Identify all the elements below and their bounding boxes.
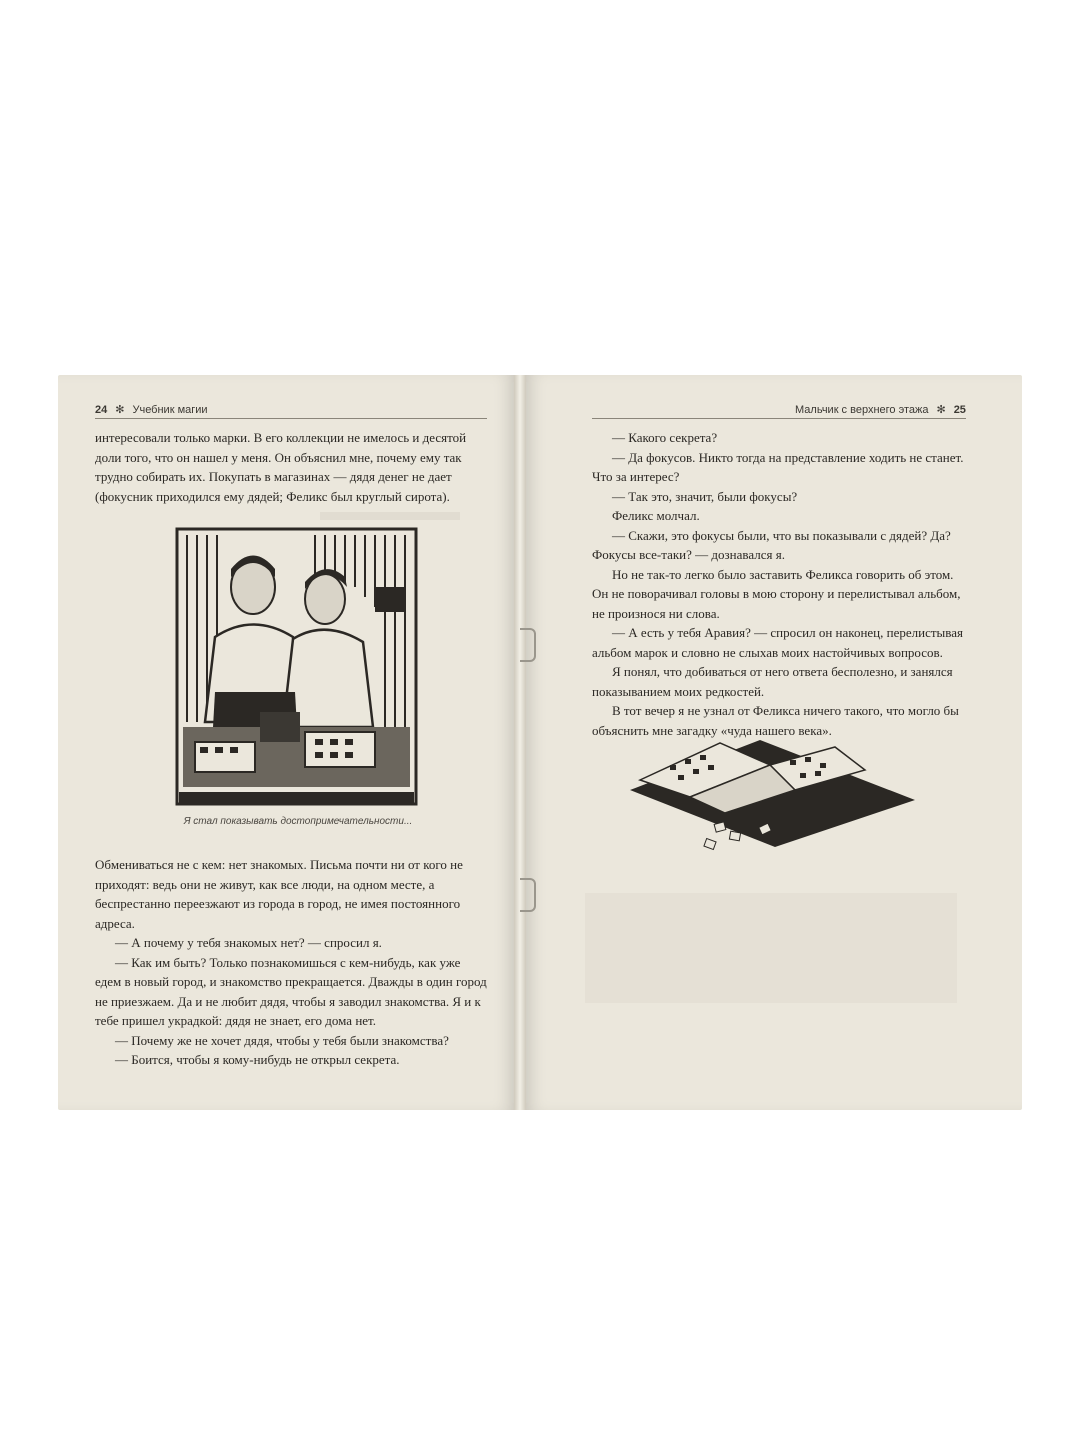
dialogue-line: — Так это, значит, были фокусы? [612,488,798,504]
paragraph: Я понял, что добиваться от него ответа бесполезно, и занялся показыванием моих редкостей. [592,664,953,699]
dialogue-line: — Как им быть? Только познакомишься с кем-нибудь, как уже едем в новый город, и знакомство прекращается. Дважды в один город не приезжаем. Да и не любит дядя, чтобы я заводил знакомства. Я и к тебе пришел украдкой: дядя не знает, его дома нет. [95,954,487,1028]
right-running-header [795,403,966,416]
illustration-caption: Я стал показывать достопримечательности... [183,816,413,827]
dialogue-line: — Почему же не хочет дядя, чтобы у тебя были знакомства? [115,1032,449,1048]
dialogue-line: — Какого секрета? [612,430,718,445]
illustration-stamp-album [630,735,915,855]
paragraph: Обмениваться не с кем: нет знакомых. Письма почти ни от кого не приходят: ведь они не живут, как все люди, на одном месте, а беспрестанно переезжают из города в город, не имея постоянного адреса. [95,857,463,931]
dialogue-line: — А есть у тебя Аравия? — спросил он наконец, перелистывая альбом марок и словно не слыхав моих настойчивых вопросов. [592,625,963,660]
left-running-header [95,403,208,416]
staple-top [520,628,536,662]
show-through [320,512,460,520]
staple-bottom [520,878,536,912]
left-text-bottom [95,855,488,1070]
page-number: 24 [95,404,108,416]
illustration-boys-with-stamps [175,527,418,807]
book-title: Учебник магии [132,404,208,416]
book-gutter [514,375,526,1110]
dialogue-line: — Скажи, это фокусы были, что вы показывали с дядей? Да? Фокусы все-таки? — дознавался я. [592,527,951,562]
separator-icon: ✻ [936,404,946,416]
separator-icon: ✻ [115,404,125,416]
page-number: 25 [953,404,966,416]
dialogue-line: — Да фокусов. Никто тогда на представление ходить не станет. Что за интерес? [592,449,964,484]
chapter-title: Мальчик с верхнего этажа [795,404,929,416]
paragraph: Феликс молчал. [612,508,700,523]
header-rule [95,418,487,419]
right-text [592,428,966,740]
paragraph: Но не так-то легко было заставить Феликса говорить об этом. Он не поворачивал головы в мою сторону и перелистывал альбом, не произнося ни слова. [592,566,961,621]
dialogue-line: — А почему у тебя знакомых нет? — спросил я. [115,935,382,950]
paragraph: интересовали только марки. В его коллекции не имелось и десятой доли того, что он нашел у меня. Он объяснил мне, почему ему так трудно собирать их. Покупать в магазинах — дядя денег не дает (фокусник приходился ему дядей; Феликс был круглый сирота). [95,430,467,504]
dialogue-line: — Боится, чтобы я кому-нибудь не открыл секрета. [115,1052,400,1067]
paragraph: В тот вечер я не узнал от Феликса ничего такого, что могло бы объяснить мне загадку «чуда нашего века». [592,703,959,738]
show-through [585,893,957,1003]
header-rule [592,418,966,419]
left-text-top [95,428,488,506]
